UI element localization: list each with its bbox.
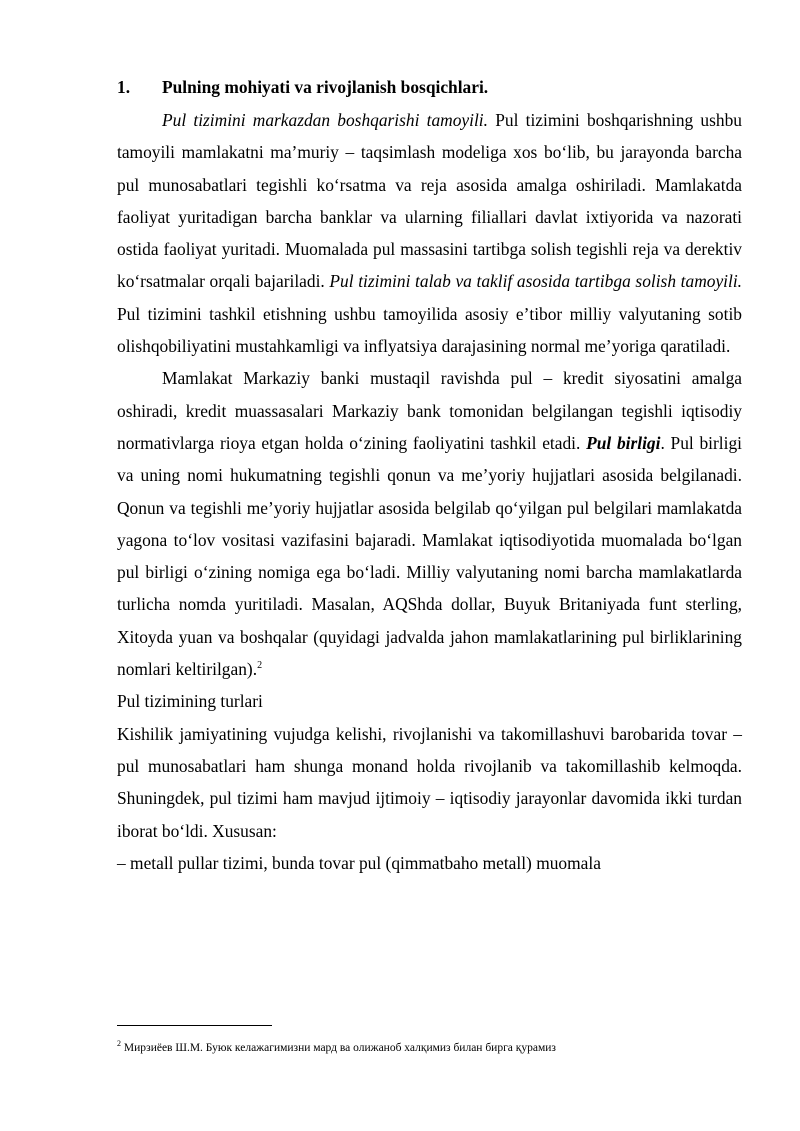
paragraph-3: Kishilik jamiyatining vujudga kelishi, rivojlanishi va takomillashuvi barobarida tovar – pul munosabatlari ham shunga monand holda rivojlanib va takomillashib kelmoqda. Shuningdek, pul tizimi ham mavjud ijtimoiy – iqtisodiy jarayonlar davomida ikki turdan iborat bo‘ldi. Xususan: xyxy=(117,723,742,841)
section-heading xyxy=(117,76,747,98)
paragraph-2 xyxy=(117,362,742,685)
paragraph-2-text-a: Mamlakat Markaziy banki mustaqil ravishda pul – kredit siyosatini amalga oshiradi, kredit muassasalari Markaziy bank tomonidan belgilangan tegishli iqtisodiy normativlarga rioya etgan holda o‘zining faoliyatini tashkil etadi. xyxy=(117,368,742,453)
paragraph-1-text-b: Pul tizimini tashkil etishning ushbu tamoyilida asosiy eʼtibor milliy valyutaning sotib olishqobiliyatini mustahkamligi va inflyatsiya darajasining normal meʼyoriga qaratiladi. xyxy=(117,303,742,357)
bold-italic-term-monetary-unit: Pul birligi xyxy=(586,432,661,453)
footnote-separator xyxy=(117,1025,272,1026)
footnote-text: Мирзиёев Ш.М. Буюк келажагимизни мард ва олижаноб халқимиз билан бирга қурамиз xyxy=(121,1042,556,1054)
body-text xyxy=(117,104,742,879)
italic-term-supply-demand: Pul tizimini talab va taklif asosida tartibga solish tamoyili. xyxy=(329,271,743,292)
paragraph-4: – metall pullar tizimi, bunda tovar pul (qimmatbaho metall) muomala xyxy=(117,852,601,873)
heading-number: 1. xyxy=(117,77,131,97)
footnote-reference[interactable]: 2 xyxy=(257,660,263,672)
subsection-title: Pul tizimining turlari xyxy=(117,691,263,712)
paragraph-2-text-b: . Pul birligi va uning nomi hukumatning tegishli qonun va meʼyoriy hujjatlari asosida belgilanadi. Qonun va tegishli meʼyoriy hujjatlar asosida belgilab qo‘yilgan pul belgilari mamlakatda yagona to‘lov vositasi vazifasini bajaradi. Mamlakat iqtisodiyotida muomalada bo‘lgan pul birligi o‘zining nomiga ega bo‘ladi. Milliy valyutaning nomi barcha mamlakatlarda turlicha nomda yuritiladi. Masalan, AQShda dollar, Buyuk Britaniyada funt sterling, Xitoyda yuan va boshqalar (quyidagi jadvalda jahon mamlakatlarining pul birliklarining nomlari keltirilgan). xyxy=(117,432,742,680)
footnote-marker: 2 xyxy=(117,1039,121,1049)
heading-title: Pulning mohiyati va rivojlanish bosqichlari. xyxy=(162,77,489,97)
footnote xyxy=(117,1041,757,1056)
paragraph-1-text-a: Pul tizimini boshqarishning ushbu tamoyili mamlakatni maʼmuriy – taqsimlash modeliga xos bo‘lib, bu jarayonda barcha pul munosabatlari tegishli ko‘rsatma va reja asosida amalga oshiriladi. Mamlakatda faoliyat yuritadigan barcha banklar va ularning filiallari davlat ixtiyorida va nazorati ostida faoliyat yuritadi. Muomalada pul massasini tartibga solish tegishli reja va derektiv ko‘rsatmalar orqali bajariladi. xyxy=(117,110,742,292)
italic-term-central-management: Pul tizimini markazdan boshqarishi tamoyili. xyxy=(162,110,488,130)
paragraph-1 xyxy=(117,104,742,362)
